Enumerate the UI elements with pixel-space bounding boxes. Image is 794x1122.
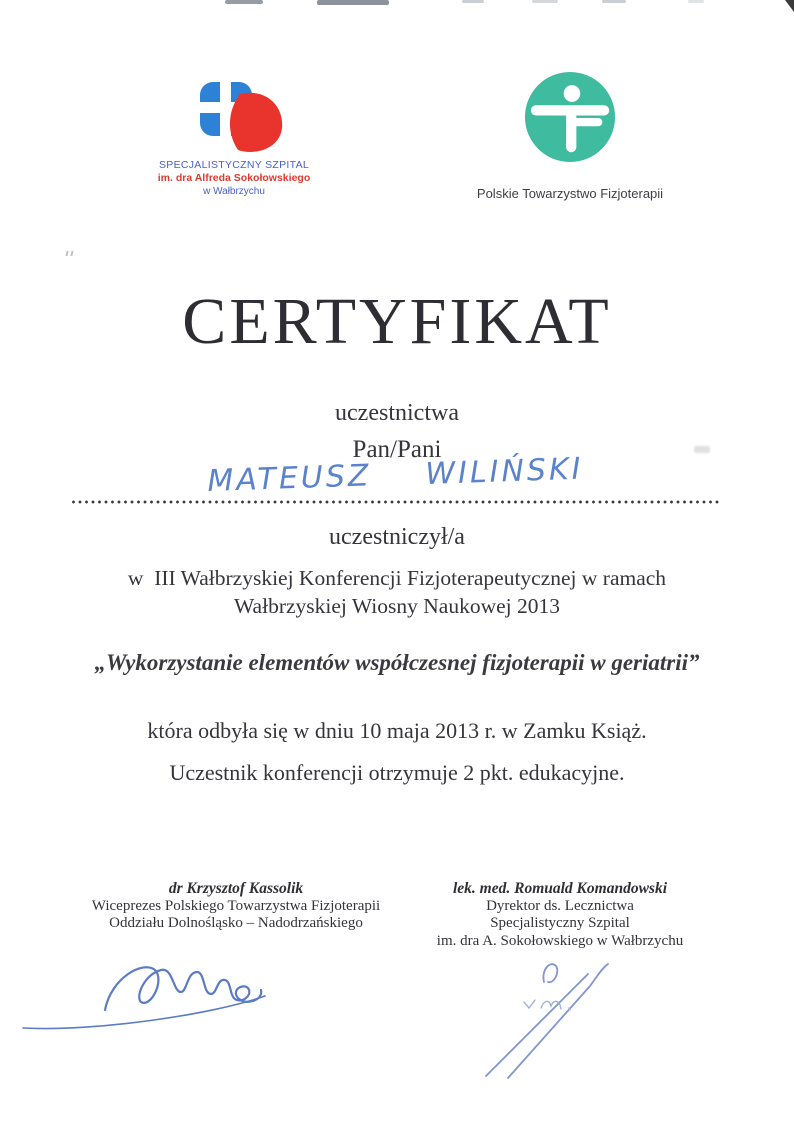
handwritten-first-name: MATEUSZ [206,458,372,499]
scan-artifact [532,0,558,3]
signer-left-role2: Oddziału Dolnośląsko – Nadodrzańskiego [109,915,363,931]
signer-right-block [398,880,722,950]
scan-artifact [317,0,389,5]
handwritten-last-name: WILIŃSKI [424,451,584,492]
hospital-name-line1: SPECJALISTYCZNY SZPITAL [158,159,310,171]
scan-artifact [65,251,73,256]
ptf-figure-icon [523,70,617,164]
scan-artifact [688,0,704,3]
certificate-title: CERTYFIKAT [182,285,612,358]
scan-artifact [602,0,626,3]
scan-artifact [225,0,263,4]
signature-left [15,940,345,1040]
hospital-name-line3: w Wałbrzychu [203,186,265,197]
participated-label: uczestniczył/a [329,524,465,550]
certificate-subtitle: uczestnictwa [335,400,459,426]
signature-right [438,956,688,1086]
conference-topic: „Wykorzystanie elementów współczesnej fizjoterapii w geriatrii” [94,650,700,675]
hospital-logo [128,80,340,198]
signer-left-role1: Wiceprezes Polskiego Towarzystwa Fizjoterapii [91,897,381,914]
event-line2: Wałbrzyskiej Wiosny Naukowej 2013 [233,594,561,618]
salutation: Pan/Pani [352,436,442,463]
signer-right-name: lek. med. Romuald Komandowski [452,880,667,897]
scan-artifact [462,0,484,3]
signer-right-role2: Specjalistyczny Szpital [490,915,630,931]
signer-right-role3: im. dra A. Sokołowskiego w Wałbrzychu [436,932,684,949]
date-line: która odbyła się w dniu 10 maja 2013 r. w Zamku Książ. [147,718,647,743]
signer-right-role1: Dyrektor ds. Lecznictwa [486,897,634,914]
points-line: Uczestnik konferencji otrzymuje 2 pkt. edukacyjne. [169,760,625,785]
hospital-name-line2: im. dra Alfreda Sokołowskiego [157,172,311,184]
ptf-caption: Polskie Towarzystwo Fizjoterapii [476,186,664,201]
signer-left-name: dr Krzysztof Kassolik [168,880,304,897]
ptf-logo [440,70,700,201]
hospital-logo-icon [178,80,290,152]
signer-left-block [52,880,420,933]
scan-artifact [785,0,794,12]
name-dotted-line [72,500,722,504]
event-line1: w III Wałbrzyskiej Konferencji Fizjoterapeutycznej w ramach [127,566,667,590]
